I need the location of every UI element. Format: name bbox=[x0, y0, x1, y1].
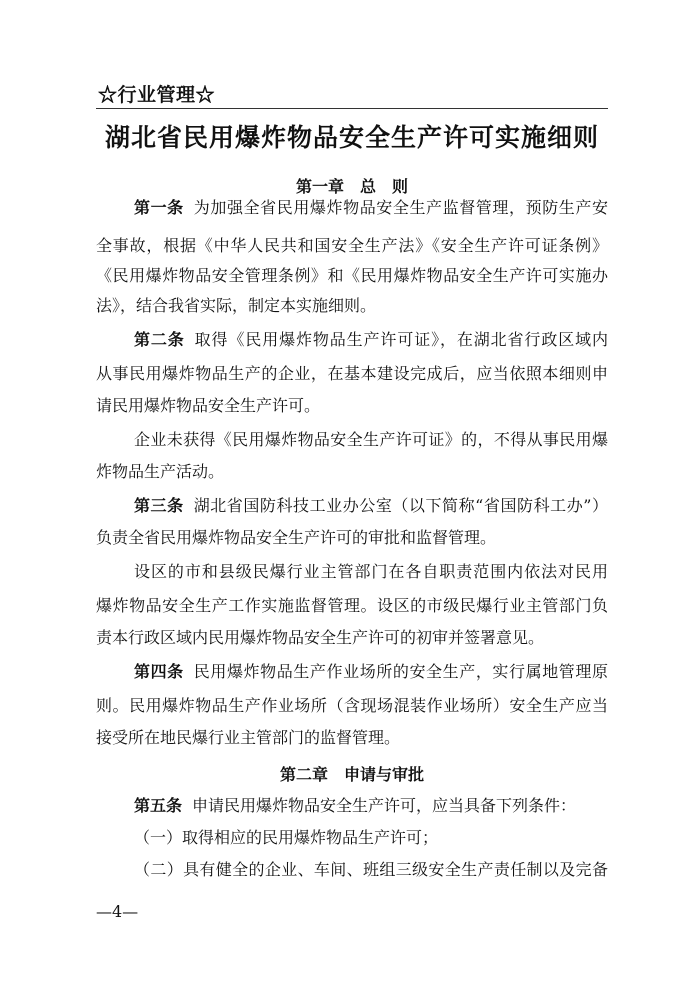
article-3-line-2: 负责全省民用爆炸物品安全生产许可的审批和监督管理。 bbox=[96, 528, 497, 547]
article-5-line-1: 第五条 申请民用爆炸物品安全生产许可，应当具备下列条件： bbox=[134, 796, 577, 815]
header-rule bbox=[96, 108, 608, 109]
section-header: ☆行业管理☆ bbox=[98, 84, 216, 106]
article-4-line-2: 则。民用爆炸物品生产作业场所（含现场混装作业场所）安全生产应当 bbox=[96, 696, 608, 715]
chapter-heading-1: 第一章 总 则 bbox=[295, 177, 408, 196]
article-2-para2-line-2: 炸物品生产活动。 bbox=[96, 462, 225, 481]
article-1-line-1: 第一条 为加强全省民用爆炸物品安全生产监督管理，预防生产安 bbox=[134, 198, 608, 217]
article-3-para2-line-1: 设区的市和县级民爆行业主管部门在各自职责范围内依法对民用 bbox=[134, 562, 608, 581]
article-3-para2-line-3: 责本行政区域内民用爆炸物品安全生产许可的初审并签署意见。 bbox=[96, 628, 545, 647]
article-3-para2-line-2: 爆炸物品安全生产工作实施监督管理。设区的市级民爆行业主管部门负 bbox=[96, 596, 608, 615]
page-number: —4— bbox=[96, 902, 139, 921]
article-2-para2-line-1: 企业未获得《民用爆炸物品安全生产许可证》的，不得从事民用爆 bbox=[134, 430, 608, 449]
article-2-line-2: 从事民用爆炸物品生产的企业，在基本建设完成后，应当依照本细则申 bbox=[96, 364, 608, 383]
article-1-line-2: 全事故，根据《中华人民共和国安全生产法》《安全生产许可证条例》 bbox=[96, 236, 608, 255]
article-1-line-4: 法》，结合我省实际，制定本实施细则。 bbox=[96, 296, 377, 315]
article-5-item-1: （一）取得相应的民用爆炸物品生产许可； bbox=[134, 828, 439, 847]
article-label: 第四条 bbox=[134, 662, 184, 681]
article-5-item-2: （二）具有健全的企业、车间、班组三级安全生产责任制以及完备 bbox=[134, 860, 608, 879]
article-2-line-3: 请民用爆炸物品安全生产许可。 bbox=[96, 396, 321, 415]
article-4-line-3: 接受所在地民爆行业主管部门的监督管理。 bbox=[96, 728, 401, 747]
article-label: 第一条 bbox=[134, 198, 184, 217]
article-label: 第三条 bbox=[134, 496, 184, 515]
article-label: 第二条 bbox=[134, 330, 185, 349]
chapter-heading-2: 第二章 申请与审批 bbox=[279, 765, 424, 784]
article-1-line-3: 《民用爆炸物品安全管理条例》和《民用爆炸物品安全生产许可实施办 bbox=[96, 266, 608, 285]
article-3-line-1: 第三条 湖北省国防科技工业办公室（以下简称“省国防科工办”） bbox=[134, 496, 608, 515]
document-title: 湖北省民用爆炸物品安全生产许可实施细则 bbox=[104, 123, 599, 152]
article-label: 第五条 bbox=[134, 796, 183, 815]
article-4-line-1: 第四条 民用爆炸物品生产作业场所的安全生产，实行属地管理原 bbox=[134, 662, 608, 681]
article-2-line-1: 第二条 取得《民用爆炸物品生产许可证》，在湖北省行政区域内 bbox=[134, 330, 608, 349]
